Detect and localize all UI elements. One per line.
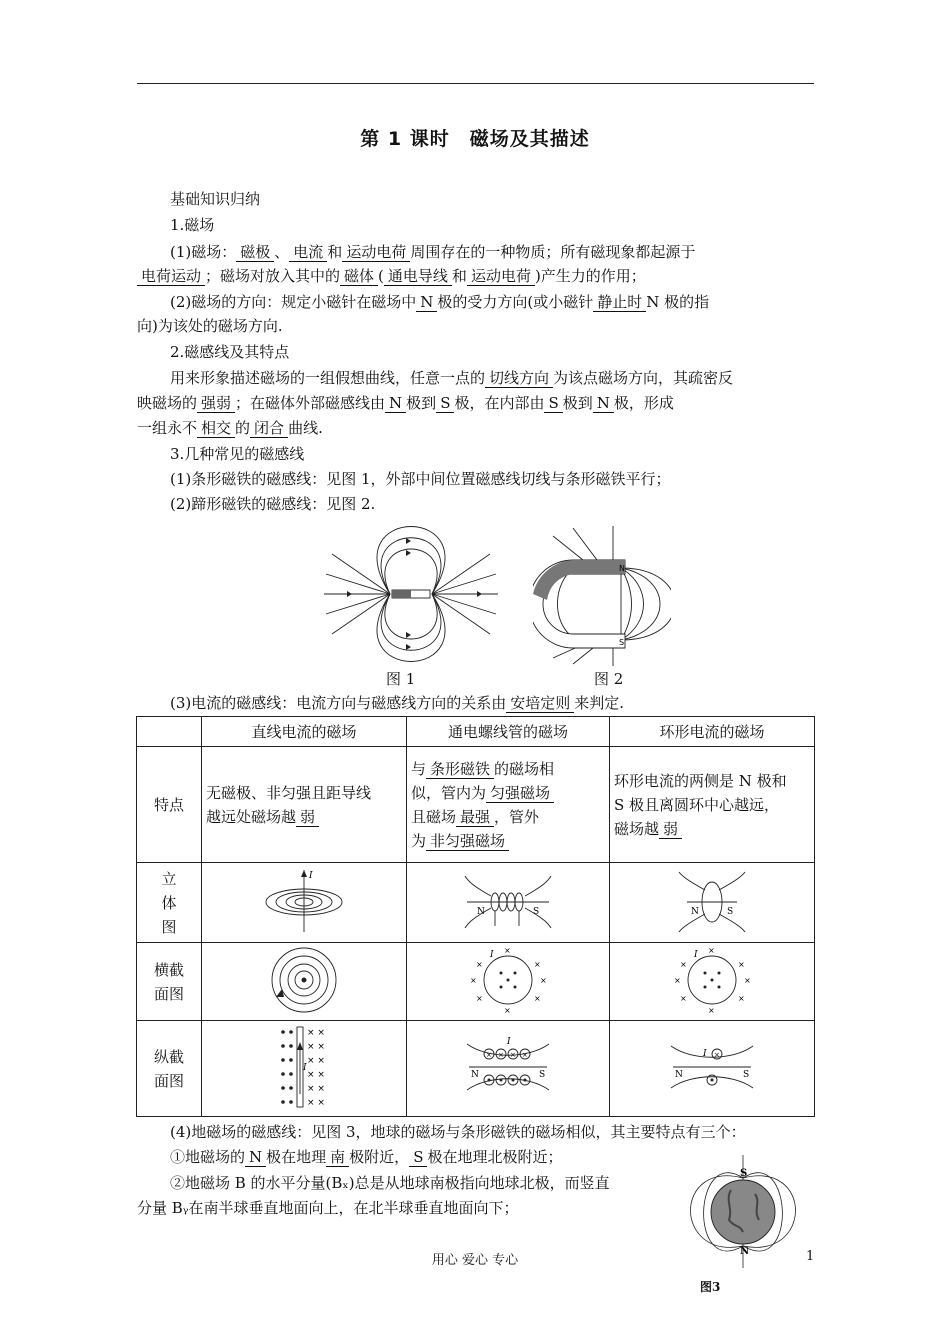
svg-text:I: I bbox=[490, 949, 494, 960]
s4-p4: (4)地磁场的磁感线：见图 3，地球的磁场与条形磁铁的磁场相似，其主要特点有三个： bbox=[170, 1123, 746, 1141]
cell-solenoid-features: 与 条形磁铁 的磁场相 似，管内为 匀强磁场 且磁场 最强 ，管外 为 非匀强磁场 bbox=[407, 747, 610, 863]
loop-3d-diagram bbox=[667, 866, 757, 936]
svg-text:×: × bbox=[470, 975, 477, 985]
svg-text:×: × bbox=[504, 945, 511, 955]
svg-text:×: × bbox=[738, 993, 745, 1003]
svg-text:S: S bbox=[727, 906, 734, 917]
blank-strength: 强弱 bbox=[197, 394, 235, 413]
cell-loop-features: 环形电流的两侧是 N 极和 S 极且离圆环中心越远， 磁场越 弱 bbox=[610, 747, 815, 863]
s3-heading: 3.几种常见的磁感线 bbox=[170, 445, 305, 463]
fig3-N-label: N bbox=[740, 1246, 750, 1257]
s3-p1: (1)条形磁铁的磁感线：见图 1，外部中间位置磁感线切线与条形磁铁平行； bbox=[170, 470, 671, 488]
svg-text:× ×: × × bbox=[307, 1055, 325, 1066]
cell-loop-cross bbox=[610, 943, 815, 1021]
current-field-table bbox=[136, 716, 815, 1117]
fig2-N-label: N bbox=[619, 564, 625, 573]
svg-text:I: I bbox=[703, 1048, 707, 1059]
svg-text:×: × bbox=[680, 959, 687, 969]
figure-1-bar-magnet bbox=[322, 524, 500, 664]
blank-ampere: 安培定则 bbox=[506, 694, 574, 713]
svg-text:×: × bbox=[522, 1050, 528, 1059]
figure-2-caption: 图 2 bbox=[594, 670, 624, 688]
svg-text:×: × bbox=[498, 1050, 504, 1059]
row-label-features: 特点 bbox=[137, 747, 202, 863]
blank-magpole: 磁极 bbox=[236, 243, 274, 262]
blank-current: 电流 bbox=[289, 243, 327, 262]
page-title: 第 1 课时 磁场及其描述 bbox=[360, 128, 590, 150]
cell-straight-longi bbox=[202, 1021, 407, 1117]
svg-text:N: N bbox=[675, 1069, 683, 1080]
table-header: 通电螺线管的磁场 bbox=[407, 717, 610, 747]
s3-p2: (2)蹄形磁铁的磁感线：见图 2. bbox=[170, 495, 376, 513]
blank-wire: 通电导线 bbox=[384, 267, 452, 286]
figure-1-caption: 图 1 bbox=[386, 670, 416, 688]
loop-cross-diagram bbox=[672, 945, 752, 1015]
s1-p1-line2: 电荷运动 ；磁场对放入其中的 磁体 ( 通电导线 和 运动电荷 )产生力的作用； bbox=[137, 264, 817, 288]
svg-text:×: × bbox=[476, 959, 483, 969]
svg-text:×: × bbox=[486, 1050, 492, 1059]
svg-text:×: × bbox=[534, 959, 541, 969]
figure-3-caption: 图3 bbox=[700, 1280, 721, 1294]
straight-longi-diagram bbox=[269, 1024, 339, 1110]
solenoid-longi-diagram bbox=[463, 1024, 553, 1110]
blank-movingcharge: 运动电荷 bbox=[342, 243, 410, 262]
svg-text:× ×: × × bbox=[307, 1069, 325, 1080]
svg-text:×: × bbox=[714, 1050, 720, 1059]
svg-text:×: × bbox=[476, 993, 483, 1003]
svg-text:I: I bbox=[309, 870, 313, 881]
loop-longi-diagram bbox=[667, 1024, 757, 1110]
svg-text:×: × bbox=[744, 975, 751, 985]
table-header: 直线电流的磁场 bbox=[202, 717, 407, 747]
svg-text:×: × bbox=[534, 993, 541, 1003]
fig2-S-label: S bbox=[619, 638, 625, 647]
s2-line2: 映磁场的 强弱 ；在磁体外部磁感线由 N 极到 S 极，在内部由 S 极到 N 极，形成 bbox=[137, 394, 674, 412]
row-label-cross: 横截 面图 bbox=[137, 943, 202, 1021]
cell-straight-cross bbox=[202, 943, 407, 1021]
cell-straight-features: 无磁极、非匀强且距导线 越远处磁场越 弱 bbox=[202, 747, 407, 863]
s1-p1-line1: (1)磁场： 磁极 、 电流 和 运动电荷 周围存在的一种物质；所有磁现象都起源于 bbox=[170, 243, 696, 261]
figure-2-horseshoe-magnet bbox=[533, 526, 671, 666]
svg-text:×: × bbox=[504, 1005, 511, 1015]
svg-text:×: × bbox=[680, 993, 687, 1003]
svg-text:×: × bbox=[708, 1005, 715, 1015]
solenoid-cross-diagram bbox=[468, 945, 548, 1015]
svg-text:×: × bbox=[708, 945, 715, 955]
cell-solenoid-longi bbox=[407, 1021, 610, 1117]
blank-magnet: 磁体 bbox=[340, 267, 378, 286]
s2-heading: 2.磁感线及其特点 bbox=[170, 343, 290, 361]
s2-line1: 用来形象描述磁场的一组假想曲线，任意一点的 切线方向 为该点磁场方向，其疏密反 bbox=[170, 369, 734, 387]
footer-slogan: 用心 爱心 专心 bbox=[431, 1253, 519, 1268]
svg-text:I: I bbox=[694, 949, 698, 960]
blank-tangent: 切线方向 bbox=[485, 369, 553, 388]
header-rule bbox=[137, 83, 814, 84]
svg-text:× ×: × × bbox=[307, 1097, 325, 1108]
s2-line3: 一组永不 相交 的 闭合 曲线. bbox=[137, 419, 323, 437]
svg-text:I: I bbox=[507, 1036, 511, 1047]
svg-text:N: N bbox=[477, 906, 485, 917]
table-header-empty bbox=[137, 717, 202, 747]
svg-text:S: S bbox=[533, 906, 540, 917]
svg-text:× ×: × × bbox=[307, 1083, 325, 1094]
s1-p2-line2: 向)为该处的磁场方向. bbox=[137, 317, 283, 335]
blank-intersect: 相交 bbox=[197, 419, 235, 438]
straight-3d-diagram bbox=[259, 866, 349, 936]
cell-straight-3d bbox=[202, 863, 407, 943]
blank-movingcharge2: 运动电荷 bbox=[467, 267, 535, 286]
s3-p3: (3)电流的磁感线：电流方向与磁感线方向的关系由 安培定则 来判定. bbox=[170, 694, 625, 712]
blank-closed: 闭合 bbox=[250, 419, 288, 438]
fig3-S-label: S bbox=[740, 1168, 748, 1179]
svg-text:× ×: × × bbox=[307, 1027, 325, 1038]
cell-loop-longi bbox=[610, 1021, 815, 1117]
solenoid-3d-diagram bbox=[463, 866, 553, 936]
s4-q1: ①地磁场的 N 极在地理 南 极附近， S 极在地理北极附近； bbox=[170, 1148, 563, 1166]
svg-text:× ×: × × bbox=[307, 1041, 325, 1052]
s4-q2-line1: ②地磁场 B 的水平分量(Bₓ)总是从地球南极指向地球北极，而竖直 bbox=[170, 1174, 610, 1192]
straight-cross-diagram bbox=[264, 945, 344, 1015]
svg-text:×: × bbox=[510, 1050, 516, 1059]
section-heading: 基础知识归纳 bbox=[170, 190, 261, 208]
svg-text:I: I bbox=[303, 1062, 307, 1073]
s1-p2-line1: (2)磁场的方向：规定小磁针在磁场中 N 极的受力方向(或小磁针 静止时 N 极的指 bbox=[170, 293, 710, 311]
cell-solenoid-3d bbox=[407, 863, 610, 943]
blank-N: N bbox=[416, 293, 437, 312]
row-label-longi: 纵截 面图 bbox=[137, 1021, 202, 1117]
svg-text:×: × bbox=[738, 959, 745, 969]
s4-q2-line2: 分量 Bᵧ在南半球垂直地面向上，在北半球垂直地面向下； bbox=[137, 1199, 519, 1217]
svg-text:×: × bbox=[540, 975, 547, 985]
cell-loop-3d bbox=[610, 863, 815, 943]
svg-text:S: S bbox=[743, 1069, 750, 1080]
page-number: 1 bbox=[806, 1249, 815, 1264]
blank-chargemotion: 电荷运动 bbox=[137, 267, 205, 286]
svg-text:S: S bbox=[539, 1069, 546, 1080]
blank-rest: 静止时 bbox=[593, 293, 646, 312]
s1-heading: 1.磁场 bbox=[170, 216, 215, 234]
row-label-3d: 立 体 图 bbox=[137, 863, 202, 943]
svg-text:N: N bbox=[691, 906, 699, 917]
cell-solenoid-cross bbox=[407, 943, 610, 1021]
table-header: 环形电流的磁场 bbox=[610, 717, 815, 747]
svg-text:N: N bbox=[471, 1069, 479, 1080]
svg-text:×: × bbox=[674, 975, 681, 985]
